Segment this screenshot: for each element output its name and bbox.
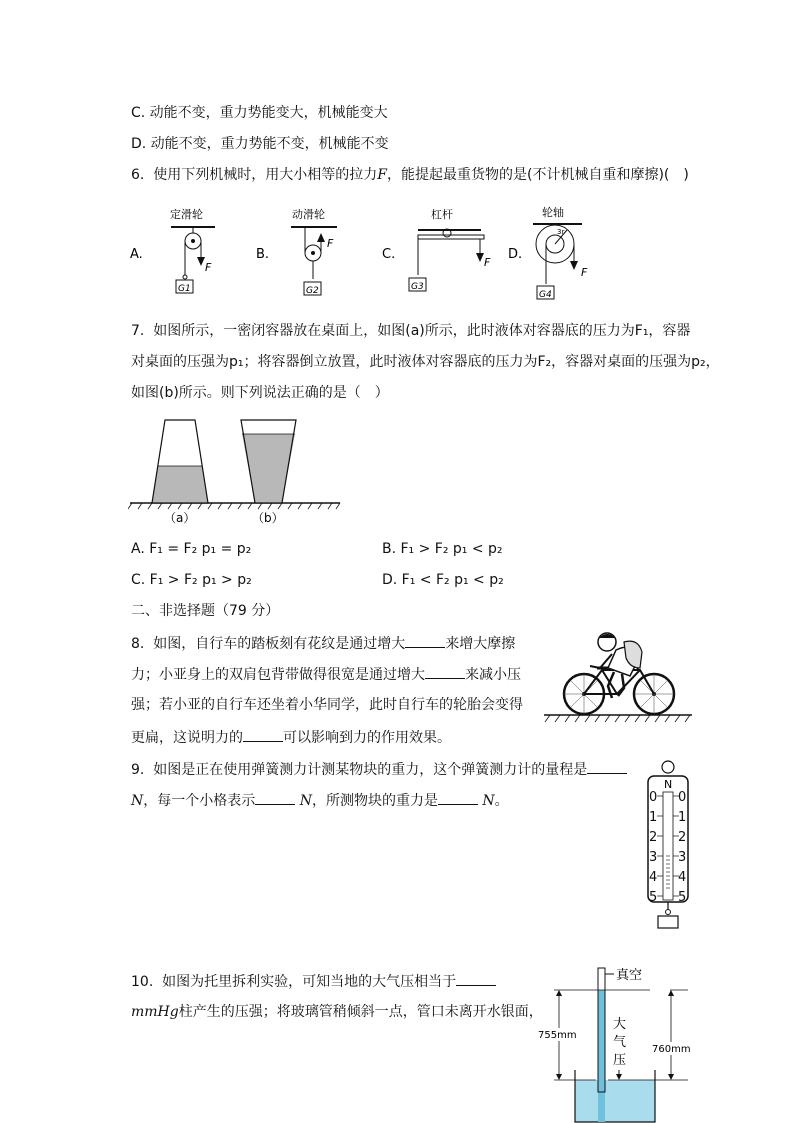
q7-option-a: A. F₁ = F₂ p₁ = p₂ — [131, 541, 252, 557]
svg-text:3: 3 — [649, 850, 658, 865]
svg-text:F: F — [581, 266, 588, 279]
svg-text:气: 气 — [613, 1035, 627, 1050]
question-8-line-4: 更扁，这说明力的 可以影响到力的作用效果。 — [131, 727, 451, 748]
question-10-line-2: mmHg柱产生的压强；将玻璃管稍倾斜一点，管口未离开水银面， — [131, 1004, 543, 1020]
question-6-stem: 6. 使用下列机械时，用大小相等的拉力F，能提起最重货物的是(不计机械自重和摩擦)( ) — [131, 167, 689, 183]
svg-text:760mm: 760mm — [652, 1044, 691, 1055]
question-8-line-1: 8. 如图，自行车的踏板刻有花纹是通过增大 来增大摩擦 — [131, 633, 515, 654]
wheel-axle-diagram — [533, 205, 588, 300]
section-2-title: 二、非选择题（79 分） — [131, 603, 280, 619]
question-7-line-3: 如图(b)所示。则下列说法正确的是（ ） — [131, 385, 389, 401]
question-9-line-2: N，每一个小格表示 N，所测物块的重力是 N。 — [131, 790, 509, 811]
option-b-label: B. — [256, 247, 270, 262]
question-8-line-3: 强；若小亚的自行车还坐着小华同学，此时自行车的轮胎会变得 — [131, 697, 523, 713]
torricelli-figure — [528, 962, 698, 1123]
svg-text:杠杆: 杠杆 — [431, 208, 453, 221]
svg-text:2: 2 — [649, 830, 658, 845]
svg-text:（a）: （a） — [164, 511, 196, 525]
spring-scale-figure — [640, 758, 696, 932]
question-8-line-2: 力；小亚身上的双肩包背带做得很宽是通过增大 来减小压 — [131, 664, 521, 685]
svg-text:真空: 真空 — [616, 968, 643, 983]
svg-text:大: 大 — [613, 1017, 627, 1032]
svg-text:1: 1 — [649, 810, 658, 825]
svg-text:F: F — [205, 261, 212, 274]
svg-text:4: 4 — [678, 870, 687, 885]
question-6-figures — [125, 200, 605, 305]
svg-text:0: 0 — [678, 790, 687, 805]
option-c: C. 动能不变，重力势能变大，机械能变大 — [131, 105, 388, 121]
svg-text:定滑轮: 定滑轮 — [170, 208, 203, 221]
svg-text:G3: G3 — [411, 282, 424, 292]
svg-text:压: 压 — [613, 1053, 627, 1068]
svg-text:2: 2 — [678, 830, 687, 845]
option-c-label: C. — [382, 247, 396, 262]
movable-pulley-diagram — [291, 207, 337, 296]
svg-text:动滑轮: 动滑轮 — [292, 208, 325, 221]
svg-text:G1: G1 — [178, 284, 191, 294]
question-7-line-1: 7. 如图所示，一密闭容器放在桌面上，如图(a)所示，此时液体对容器底的压力为F₁，容器 — [131, 323, 691, 339]
svg-text:N: N — [664, 778, 673, 791]
svg-text:（b）: （b） — [252, 511, 284, 525]
option-d: D. 动能不变，重力势能不变，机械能不变 — [131, 136, 389, 152]
question-7-line-2: 对桌面的压强为p₁；将容器倒立放置，此时液体对容器底的压力为F₂，容器对桌面的压强为p₂， — [131, 354, 720, 370]
svg-text:轮轴: 轮轴 — [542, 206, 564, 219]
svg-text:3r: 3r — [557, 228, 565, 236]
q7-option-b: B. F₁ > F₂ p₁ < p₂ — [382, 541, 503, 557]
svg-text:F: F — [484, 256, 491, 269]
svg-text:5: 5 — [678, 890, 687, 905]
q7-option-c: C. F₁ > F₂ p₁ > p₂ — [131, 572, 252, 588]
lever-diagram — [409, 207, 491, 292]
svg-text:F: F — [327, 237, 334, 250]
svg-text:0: 0 — [649, 790, 658, 805]
question-9-line-1: 9. 如图是正在使用弹簧测力计测某物块的重力，这个弹簧测力计的量程是 — [131, 759, 627, 780]
option-a-label: A. — [130, 247, 143, 262]
svg-text:5: 5 — [649, 890, 658, 905]
svg-text:G2: G2 — [306, 286, 319, 296]
cyclist-illustration — [542, 628, 694, 724]
svg-text:755mm: 755mm — [538, 1030, 577, 1041]
svg-text:G4: G4 — [539, 290, 552, 300]
svg-text:1: 1 — [678, 810, 687, 825]
svg-text:3: 3 — [678, 850, 687, 865]
q7-option-d: D. F₁ < F₂ p₁ < p₂ — [382, 572, 504, 588]
svg-text:4: 4 — [649, 870, 658, 885]
option-d-label: D. — [508, 247, 523, 262]
question-10-line-1: 10. 如图为托里拆利实验，可知当地的大气压相当于 — [131, 971, 496, 992]
fixed-pulley-diagram — [170, 207, 215, 294]
containers-figure — [128, 415, 343, 527]
